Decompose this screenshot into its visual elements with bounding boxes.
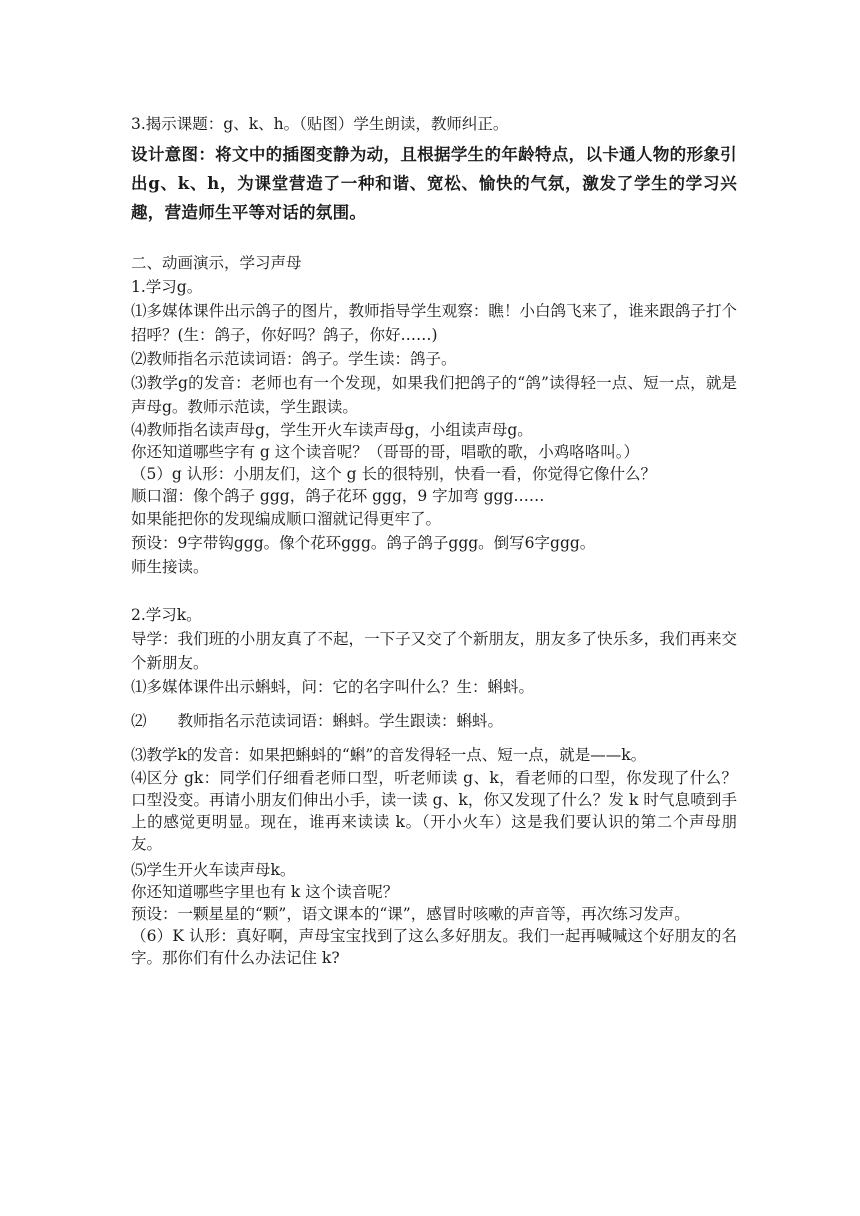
paragraph-k-2: ⑵ 教师指名示范读词语：蝌蚪。学生跟读：蝌蚪。 — [131, 712, 504, 730]
design-intent-paragraph: 设计意图：将文中的插图变静为动，且根据学生的年龄特点，以卡通人物的形象引出g、k、h，为课堂营造了一种和谐、宽松、愉快的气氛，激发了学生的学习兴趣，营造师生平等对话的氛围。 — [131, 145, 737, 222]
paragraph-k-question: 你还知道哪些字里也有 k 这个读音呢？ — [131, 883, 399, 901]
paragraph-g-4: ⑷教师指名读声母g，学生开火车读声母g，小组读声母g。 — [131, 421, 533, 439]
paragraph-g-question: 你还知道哪些字有 g 这个读音呢？（哥哥的哥，唱歌的歌，小鸡咯咯叫。） — [131, 443, 640, 461]
paragraph-k-1: ⑴多媒体课件出示蝌蚪，问：它的名字叫什么？生：蝌蚪。 — [131, 678, 535, 696]
section-heading-2: 二、动画演示，学习声母 — [131, 254, 302, 272]
paragraph-k-3: ⑶教学k的发音：如果把蝌蚪的“蝌”的音发得轻一点、短一点，就是——k。 — [131, 746, 647, 764]
subsection-learn-k: 2.学习k。 — [131, 606, 202, 624]
paragraph-k-6: （6）K 认形：真好啊，声母宝宝找到了这么多好朋友。我们一起再喊喊这个好朋友的名字。那你们有什么办法记住 k? — [131, 927, 737, 967]
paragraph-k-preset: 预设：一颗星星的“颗”，语文课本的“课”，感冒时咳嗽的声音等，再次练习发声。 — [131, 905, 690, 923]
paragraph-k-4: ⑷区分 gk：同学们仔细看老师口型，听老师读 g、k，看老师的口型，你发现了什么？口型没变。再请小朋友们伸出小手，读一读 g、k，你又发现了什么？发 k 时气息喷到手上的感觉更明显。现在，谁再来读读 k。（开小火车）这是我们要认识的第二个声母朋友。 — [131, 769, 737, 853]
paragraph-g-5: （5）g 认形：小朋友们，这个 g 长的很特别，快看一看，你觉得它像什么？ — [131, 465, 656, 483]
paragraph-k-intro: 导学：我们班的小朋友真了不起，一下子又交了个新朋友，朋友多了快乐多，我们再来交个新朋友。 — [131, 630, 737, 672]
document-body — [131, 112, 737, 969]
paragraph-g-3: ⑶教学g的发音：老师也有一个发现，如果我们把鸽子的“鸽”读得轻一点、短一点，就是声母g。教师示范读，学生跟读。 — [131, 374, 737, 416]
paragraph-g-close: 师生接读。 — [131, 558, 209, 576]
subsection-learn-g: 1.学习g。 — [131, 278, 203, 296]
paragraph-k-5: ⑸学生开火车读声母k。 — [131, 861, 296, 879]
paragraph-g-preset: 预设：9字带钩ggg。像个花环ggg。鸽子鸽子ggg。倒写6字ggg。 — [131, 534, 596, 552]
paragraph-g-tip: 如果能把你的发现编成顺口溜就记得更牢了。 — [131, 510, 442, 528]
topic-reveal-line: 3.揭示课题：g、k、h。（贴图）学生朗读，教师纠正。 — [131, 115, 509, 133]
paragraph-g-rhyme: 顺口溜：像个鸽子 ggg，鸽子花环 ggg，9 字加弯 ggg…… — [131, 487, 545, 505]
paragraph-g-2: ⑵教师指名示范读词语：鸽子。学生读：鸽子。 — [131, 350, 457, 368]
paragraph-g-1: ⑴多媒体课件出示鸽子的图片，教师指导学生观察：瞧！小白鸽飞来了，谁来跟鸽子打个招呼？(生：鸽子，你好吗？鸽子，你好……) — [131, 302, 737, 344]
